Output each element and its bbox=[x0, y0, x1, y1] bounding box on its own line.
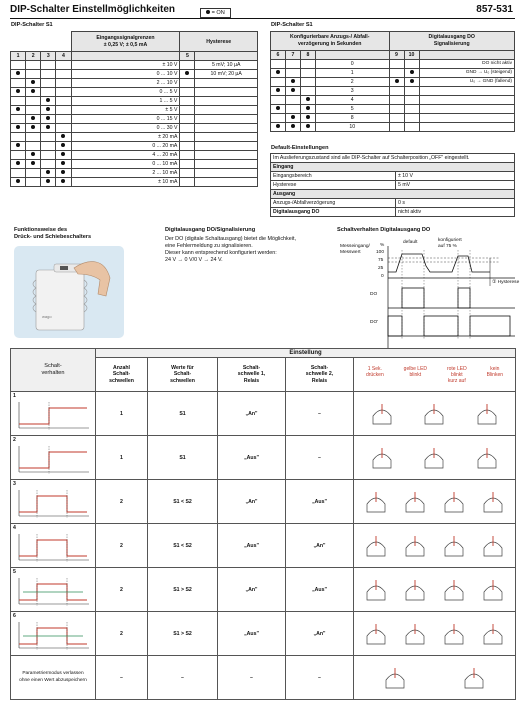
do-signal: DO nicht aktiv bbox=[419, 60, 515, 69]
do-ylabel: Messeingang/ Messwert bbox=[340, 244, 370, 255]
on-dot-icon bbox=[306, 115, 310, 119]
device-icon bbox=[404, 534, 426, 558]
switch-photo bbox=[14, 246, 124, 338]
device-icon bbox=[423, 446, 445, 470]
hyst-value bbox=[195, 124, 258, 133]
range-value: 1 ... 5 V bbox=[71, 97, 180, 106]
on-dot-icon bbox=[306, 97, 310, 101]
delay-value: 2 bbox=[316, 78, 390, 87]
svg-text:wago: wago bbox=[42, 314, 52, 319]
hyst-value bbox=[195, 115, 258, 124]
row-s1: „Aus" bbox=[218, 612, 286, 656]
do-hyst-text: Hysterese bbox=[497, 280, 520, 285]
last-anzahl: – bbox=[96, 656, 148, 700]
on-dot-icon bbox=[31, 161, 35, 165]
range-value: ± 10 V bbox=[71, 61, 180, 70]
on-dot-icon bbox=[16, 161, 20, 165]
on-dot-icon bbox=[395, 79, 399, 83]
row-anzahl: 2 bbox=[96, 524, 148, 568]
range-row bbox=[11, 160, 258, 169]
dip-col-8: 8 bbox=[301, 51, 316, 60]
einstellung-header: Einstellung bbox=[96, 349, 516, 358]
do-signal bbox=[419, 105, 515, 114]
range-row bbox=[11, 79, 258, 88]
delay-row bbox=[271, 69, 515, 78]
behavior-row bbox=[11, 524, 516, 568]
defaults-title: Default-Einstellungen bbox=[271, 145, 329, 151]
ausgang-header: Ausgang bbox=[271, 190, 515, 199]
delay-row bbox=[271, 105, 515, 114]
on-dot-icon bbox=[410, 70, 414, 74]
device-icon bbox=[443, 490, 465, 514]
hyst-value bbox=[195, 106, 258, 115]
on-legend bbox=[200, 8, 231, 18]
on-dot-icon bbox=[31, 116, 35, 120]
on-dot-icon bbox=[276, 88, 280, 92]
range-value: 2 ... 10 mA bbox=[71, 169, 180, 178]
on-dot-icon bbox=[46, 107, 50, 111]
do-signal: GND → U₀ (steigend) bbox=[419, 69, 515, 78]
row-s1: „An" bbox=[218, 568, 286, 612]
col-anzahl: Anzahl Schalt- schwellen bbox=[96, 358, 148, 392]
device-icon bbox=[371, 446, 393, 470]
switch-graph-icon bbox=[13, 620, 93, 652]
on-dot-icon bbox=[276, 124, 280, 128]
device-icon bbox=[404, 578, 426, 602]
red-4: kein Blinken bbox=[486, 365, 504, 378]
row-s2: – bbox=[286, 436, 354, 480]
hyst-value bbox=[195, 97, 258, 106]
row-werte: S1 bbox=[148, 436, 218, 480]
row-werte: S1 bbox=[148, 392, 218, 436]
row-s1: „Aus" bbox=[218, 436, 286, 480]
device-icon bbox=[482, 490, 504, 514]
range-row bbox=[11, 70, 258, 79]
last-row-text: Parametriermodus verlassen ohne einen Wert abzuspeichern bbox=[11, 656, 96, 700]
delay-header: Konfigurierbare Anzugs-/ Abfall- verzögerung in Sekunden bbox=[271, 32, 390, 51]
behavior-row bbox=[11, 568, 516, 612]
device-icon bbox=[482, 534, 504, 558]
col-werte: Werte für Schalt- schwellen bbox=[148, 358, 218, 392]
range-value: 0 ... 5 V bbox=[71, 88, 180, 97]
do-y100: 100 bbox=[376, 250, 385, 255]
do-konfig-label: konfiguriert auf 75 % bbox=[438, 238, 462, 249]
on-dot-icon bbox=[46, 125, 50, 129]
on-dot-icon bbox=[185, 71, 189, 75]
row-s2: – bbox=[286, 392, 354, 436]
row-s2: „Aus" bbox=[286, 480, 354, 524]
row-s2: „An" bbox=[286, 524, 354, 568]
hyst-value bbox=[195, 79, 258, 88]
digital-title: Digitalausgang DO/Signalisierung bbox=[165, 227, 256, 233]
on-dot-icon bbox=[291, 88, 295, 92]
device-icon bbox=[371, 402, 393, 426]
dip-col-3: 3 bbox=[41, 52, 56, 61]
last-werte: – bbox=[148, 656, 218, 700]
row-werte: S1 > S2 bbox=[148, 612, 218, 656]
page-title: DIP-Schalter Einstellmöglichkeiten bbox=[10, 4, 176, 15]
on-dot-icon bbox=[46, 98, 50, 102]
do-chart-title: Schaltverhalten Digitalausgang DO bbox=[337, 227, 431, 233]
device-icon bbox=[476, 402, 498, 426]
on-dot-icon bbox=[16, 125, 20, 129]
delay-row bbox=[271, 87, 515, 96]
delay-value: 10 bbox=[316, 123, 390, 132]
range-row bbox=[11, 178, 258, 187]
device-icon bbox=[384, 666, 406, 690]
device-icon bbox=[463, 666, 485, 690]
on-dot-icon bbox=[61, 134, 65, 138]
hyst-value bbox=[195, 88, 258, 97]
on-dot-icon bbox=[410, 79, 414, 83]
device-icon bbox=[482, 578, 504, 602]
row-devices bbox=[354, 612, 516, 656]
do-unit: % bbox=[380, 243, 385, 248]
s1-right-title: DIP-Schalter S1 bbox=[271, 22, 313, 28]
do-signal bbox=[419, 114, 515, 123]
func-title: Funktionsweise des Drück- und Schiebeschalters bbox=[14, 227, 92, 240]
delay-row bbox=[271, 114, 515, 123]
switch-graph-icon bbox=[13, 488, 93, 520]
device-icon bbox=[365, 578, 387, 602]
dip-col-1: 1 bbox=[11, 52, 26, 61]
row-devices bbox=[354, 436, 516, 480]
device-icon bbox=[423, 402, 445, 426]
row-s2: „An" bbox=[286, 612, 354, 656]
range-value: 0 ... 10 V bbox=[71, 70, 180, 79]
row-number: 4 bbox=[13, 525, 16, 531]
do-signal bbox=[419, 96, 515, 105]
delay-value: 5 bbox=[316, 105, 390, 114]
on-dot-icon bbox=[306, 124, 310, 128]
row-s2: „Aus" bbox=[286, 568, 354, 612]
row-anzahl: 1 bbox=[96, 436, 148, 480]
on-dot-icon bbox=[31, 89, 35, 93]
digital-text: Der DO (digitale Schaltausgang) bietet die Möglichkeit, eine Fehlermeldung zu signalisieren. Dieser kann entsprechend konfiguriert werden: 24 V → 0 V/0 V → 24 V. bbox=[165, 236, 296, 263]
do-default-label: default bbox=[403, 240, 418, 245]
col-s1: Schalt- schwelle 1, Relais bbox=[218, 358, 286, 392]
delay-value: 1 bbox=[316, 69, 390, 78]
do-y75: 75 bbox=[378, 258, 384, 263]
delay-row bbox=[271, 78, 515, 87]
hyst-value bbox=[195, 169, 258, 178]
range-header: Eingangssignalgrenzen ± 0,25 V; ± 0,5 mA bbox=[71, 32, 180, 52]
hyst-value bbox=[195, 160, 258, 169]
device-icon bbox=[443, 622, 465, 646]
dip-col-2: 2 bbox=[26, 52, 41, 61]
row-s1: „An" bbox=[218, 480, 286, 524]
device-icon bbox=[365, 490, 387, 514]
range-row bbox=[11, 61, 258, 70]
do-signal bbox=[419, 87, 515, 96]
on-dot-icon bbox=[46, 179, 50, 183]
dip-col-9: 9 bbox=[389, 51, 404, 60]
switch-graph-icon bbox=[13, 444, 93, 476]
do-y25: 25 bbox=[378, 266, 384, 271]
defaults-table bbox=[270, 153, 515, 217]
defaults-note: Im Auslieferungszustand sind alle DIP-Schalter auf Schalterposition „OFF" eingestellt. bbox=[271, 154, 515, 163]
dip-col-10: 10 bbox=[404, 51, 419, 60]
row-number: 5 bbox=[13, 569, 16, 575]
range-value: 0 ... 10 mA bbox=[71, 160, 180, 169]
verz-label: Anzugs-/Abfallverzögerung bbox=[271, 199, 396, 208]
row-s1: „Aus" bbox=[218, 524, 286, 568]
delay-row bbox=[271, 123, 515, 132]
on-dot-icon bbox=[276, 70, 280, 74]
device-icon bbox=[404, 622, 426, 646]
range-value: ± 20 mA bbox=[71, 133, 180, 142]
red-2: gelbe LED blinkt bbox=[403, 365, 428, 378]
hysterese-value: 5 mV bbox=[396, 181, 515, 190]
row-anzahl: 2 bbox=[96, 480, 148, 524]
range-value: 2 ... 10 V bbox=[71, 79, 180, 88]
row-number: 3 bbox=[13, 481, 16, 487]
behavior-row bbox=[11, 612, 516, 656]
on-dot-icon bbox=[61, 179, 65, 183]
on-dot-icon bbox=[16, 89, 20, 93]
on-dot-icon bbox=[16, 71, 20, 75]
row-devices bbox=[354, 524, 516, 568]
red-1: 1 Sek. drücken bbox=[365, 365, 384, 378]
behavior-row bbox=[11, 392, 516, 436]
on-dot-icon bbox=[16, 107, 20, 111]
row-anzahl: 2 bbox=[96, 612, 148, 656]
range-row bbox=[11, 106, 258, 115]
on-dot-icon bbox=[31, 152, 35, 156]
col-s2: Schalt- schwelle 2, Relais bbox=[286, 358, 354, 392]
on-dot-icon bbox=[306, 106, 310, 110]
switch-graph-icon bbox=[13, 576, 93, 608]
row-anzahl: 2 bbox=[96, 568, 148, 612]
col-leds bbox=[354, 358, 516, 392]
last-s1: – bbox=[218, 656, 286, 700]
hyst-value bbox=[195, 133, 258, 142]
on-dot-icon bbox=[291, 115, 295, 119]
range-value: 0 ... 20 mA bbox=[71, 142, 180, 151]
do-hyst-label bbox=[492, 280, 519, 285]
range-value: ± 5 V bbox=[71, 106, 180, 115]
device-icon bbox=[365, 534, 387, 558]
range-row bbox=[11, 88, 258, 97]
do-signal: U₀ → GND (fallend) bbox=[419, 78, 515, 87]
do-timing-diagram bbox=[340, 236, 520, 354]
range-row bbox=[11, 115, 258, 124]
behavior-row bbox=[11, 480, 516, 524]
on-dot-icon bbox=[46, 116, 50, 120]
switching-behavior-table bbox=[10, 348, 516, 700]
row-anzahl: 1 bbox=[96, 392, 148, 436]
dip-col-7: 7 bbox=[286, 51, 301, 60]
on-dot-icon bbox=[31, 125, 35, 129]
range-value: 0 ... 30 V bbox=[71, 124, 180, 133]
last-devices bbox=[354, 656, 516, 700]
row-devices bbox=[354, 392, 516, 436]
do-circle-1: ① bbox=[492, 280, 497, 285]
on-dot-icon bbox=[16, 179, 20, 183]
device-icon bbox=[476, 446, 498, 470]
on-dot-icon bbox=[61, 152, 65, 156]
range-value: ± 10 mA bbox=[71, 178, 180, 187]
row-werte: S1 < S2 bbox=[148, 480, 218, 524]
device-icon bbox=[404, 490, 426, 514]
on-dot-icon bbox=[16, 143, 20, 147]
hyst-header: Hysterese bbox=[180, 32, 258, 52]
hyst-value bbox=[195, 178, 258, 187]
hyst-value bbox=[195, 151, 258, 160]
red-3: rote LED blinkt kurz auf bbox=[446, 365, 467, 384]
delay-row bbox=[271, 96, 515, 105]
device-icon bbox=[443, 534, 465, 558]
row-werte: S1 > S2 bbox=[148, 568, 218, 612]
range-value: 4 ... 20 mA bbox=[71, 151, 180, 160]
row-number: 2 bbox=[13, 437, 16, 443]
do-label-do2: DO' bbox=[370, 320, 379, 325]
on-dot-icon bbox=[291, 124, 295, 128]
eingang-header: Eingang bbox=[271, 163, 515, 172]
range-row bbox=[11, 151, 258, 160]
device-icon bbox=[482, 622, 504, 646]
range-row bbox=[11, 142, 258, 151]
do-label: Digitalausgang DO bbox=[271, 208, 396, 217]
on-dot-icon bbox=[46, 170, 50, 174]
behavior-row bbox=[11, 436, 516, 480]
on-dot-icon bbox=[276, 106, 280, 110]
on-dot-icon bbox=[206, 10, 210, 14]
delay-value: 8 bbox=[316, 114, 390, 123]
row-devices bbox=[354, 480, 516, 524]
eingangsbereich-label: Eingangsbereich bbox=[271, 172, 396, 181]
s1-range-table bbox=[10, 31, 258, 187]
eingangsbereich-value: ± 10 V bbox=[396, 172, 515, 181]
do-value: nicht aktiv bbox=[396, 208, 515, 217]
switch-graph-icon bbox=[13, 532, 93, 564]
on-dot-icon bbox=[61, 170, 65, 174]
delay-value: 4 bbox=[316, 96, 390, 105]
delay-row bbox=[271, 60, 515, 69]
hyst-value: 10 mV; 20 µA bbox=[195, 70, 258, 79]
device-icon bbox=[443, 578, 465, 602]
range-row bbox=[11, 169, 258, 178]
do-signal bbox=[419, 123, 515, 132]
switch-graph-icon bbox=[13, 400, 93, 432]
row-number: 1 bbox=[13, 393, 16, 399]
s1-left-title: DIP-Schalter S1 bbox=[11, 22, 53, 28]
row-s1: „An" bbox=[218, 392, 286, 436]
verz-value: 0 s bbox=[396, 199, 515, 208]
dip-col-4: 4 bbox=[56, 52, 71, 61]
on-dot-icon bbox=[31, 80, 35, 84]
on-dot-icon bbox=[61, 161, 65, 165]
range-value: 0 ... 15 V bbox=[71, 115, 180, 124]
dip-col-5: 5 bbox=[180, 52, 195, 61]
on-legend-label: = ON bbox=[211, 10, 225, 16]
range-row bbox=[11, 124, 258, 133]
row-number: 6 bbox=[13, 613, 16, 619]
delay-value: 0 bbox=[316, 60, 390, 69]
delay-value: 3 bbox=[316, 87, 390, 96]
on-dot-icon bbox=[61, 143, 65, 147]
header-divider bbox=[10, 18, 515, 19]
do-header: Digitalausgang DO Signalisierung bbox=[389, 32, 515, 51]
last-s2: – bbox=[286, 656, 354, 700]
range-row bbox=[11, 97, 258, 106]
do-y0: 0 bbox=[381, 274, 384, 279]
article-number: 857-531 bbox=[476, 4, 513, 15]
row-werte: S1 < S2 bbox=[148, 524, 218, 568]
col-schaltverhalten: Schalt- verhalten bbox=[11, 349, 96, 392]
s1-delay-table bbox=[270, 31, 515, 132]
row-devices bbox=[354, 568, 516, 612]
hyst-value: 5 mV; 10 µA bbox=[195, 61, 258, 70]
dip-col-6: 6 bbox=[271, 51, 286, 60]
hysterese-label: Hysterese bbox=[271, 181, 396, 190]
on-dot-icon bbox=[291, 79, 295, 83]
range-row bbox=[11, 133, 258, 142]
do-label-do: DO bbox=[370, 292, 378, 297]
hyst-value bbox=[195, 142, 258, 151]
device-icon bbox=[365, 622, 387, 646]
